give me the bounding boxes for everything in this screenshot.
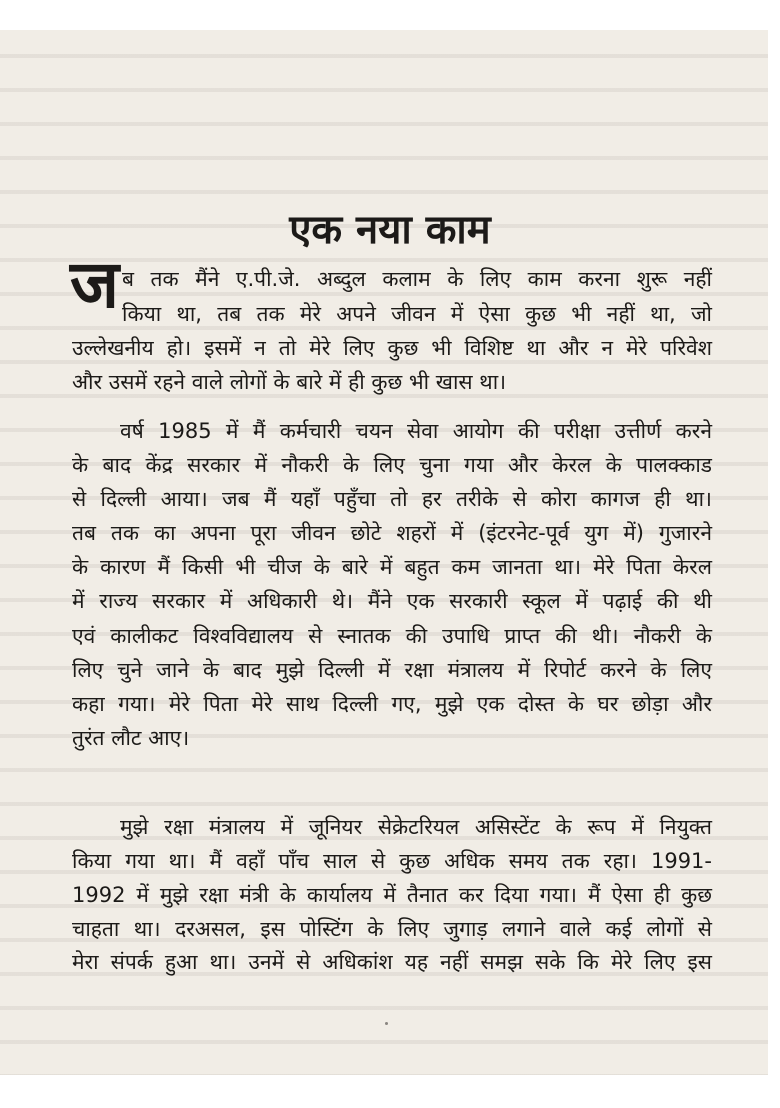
text-line: के कारण मैं किसी भी चीज के बारे में बहुत कम जानता था। मेरे पिता केरल bbox=[72, 555, 712, 579]
chapter-title: एक नया काम bbox=[289, 207, 491, 253]
text-line: चाहता था। दरअसल, इस पोस्टिंग के लिए जुगाड़ लगाने वाले कई लोगों से bbox=[72, 917, 712, 941]
text-line: के बाद केंद्र सरकार में नौकरी के लिए चुना गया और केरल के पालक्काड bbox=[72, 453, 712, 477]
text-line: एवं कालीकट विश्वविद्यालय से स्नातक की उपाधि प्राप्त की थी। नौकरी के bbox=[72, 624, 712, 648]
text-line: तुरंत लौट आए। bbox=[72, 726, 190, 750]
drop-cap: ज bbox=[70, 246, 119, 323]
page-speck bbox=[385, 1022, 388, 1025]
text-line: और उसमें रहने वाले लोगों के बारे में ही कुछ भी खास था। bbox=[72, 370, 507, 394]
text-line: कहा गया। मेरे पिता मेरे साथ दिल्ली गए, मुझे एक दोस्त के घर छोड़ा और bbox=[72, 692, 712, 716]
text-line: किया था, तब तक मेरे अपने जीवन में ऐसा कुछ भी नहीं था, जो bbox=[122, 302, 712, 326]
text-line: मेरा संपर्क हुआ था। उनमें से अधिकांश यह नहीं समझ सके कि मेरे लिए इस bbox=[72, 950, 712, 974]
text-line: लिए चुने जाने के बाद मुझे दिल्ली में रक्षा मंत्रालय में रिपोर्ट करने के लिए bbox=[72, 658, 712, 682]
text-line: से दिल्ली आया। जब मैं यहाँ पहुँचा तो हर तरीके से कोरा कागज ही था। bbox=[72, 487, 712, 511]
text-line: उल्लेखनीय हो। इसमें न तो मेरे लिए कुछ भी विशिष्ट था और न मेरे परिवेश bbox=[72, 336, 712, 360]
text-line: में राज्य सरकार में अधिकारी थे। मैंने एक सरकारी स्कूल में पढ़ाई की थी bbox=[72, 589, 712, 613]
text-line: मुझे रक्षा मंत्रालय में जूनियर सेक्रेटरियल असिस्टेंट के रूप में नियुक्त bbox=[120, 815, 712, 839]
text-line: 1992 में मुझे रक्षा मंत्री के कार्यालय में तैनात कर दिया गया। मैं ऐसा ही कुछ bbox=[72, 883, 712, 907]
text-line: वर्ष 1985 में मैं कर्मचारी चयन सेवा आयोग की परीक्षा उत्तीर्ण करने bbox=[120, 419, 712, 443]
text-line: तब तक का अपना पूरा जीवन छोटे शहरों में (इंटरनेट-पूर्व युग में) गुजारने bbox=[72, 521, 712, 545]
text-line: ब तक मैंने ए.पी.जे. अब्दुल कलाम के लिए काम करना शुरू नहीं bbox=[122, 267, 712, 291]
text-line: किया गया था। मैं वहाँ पाँच साल से कुछ अधिक समय तक रहा। 1991- bbox=[72, 849, 712, 873]
